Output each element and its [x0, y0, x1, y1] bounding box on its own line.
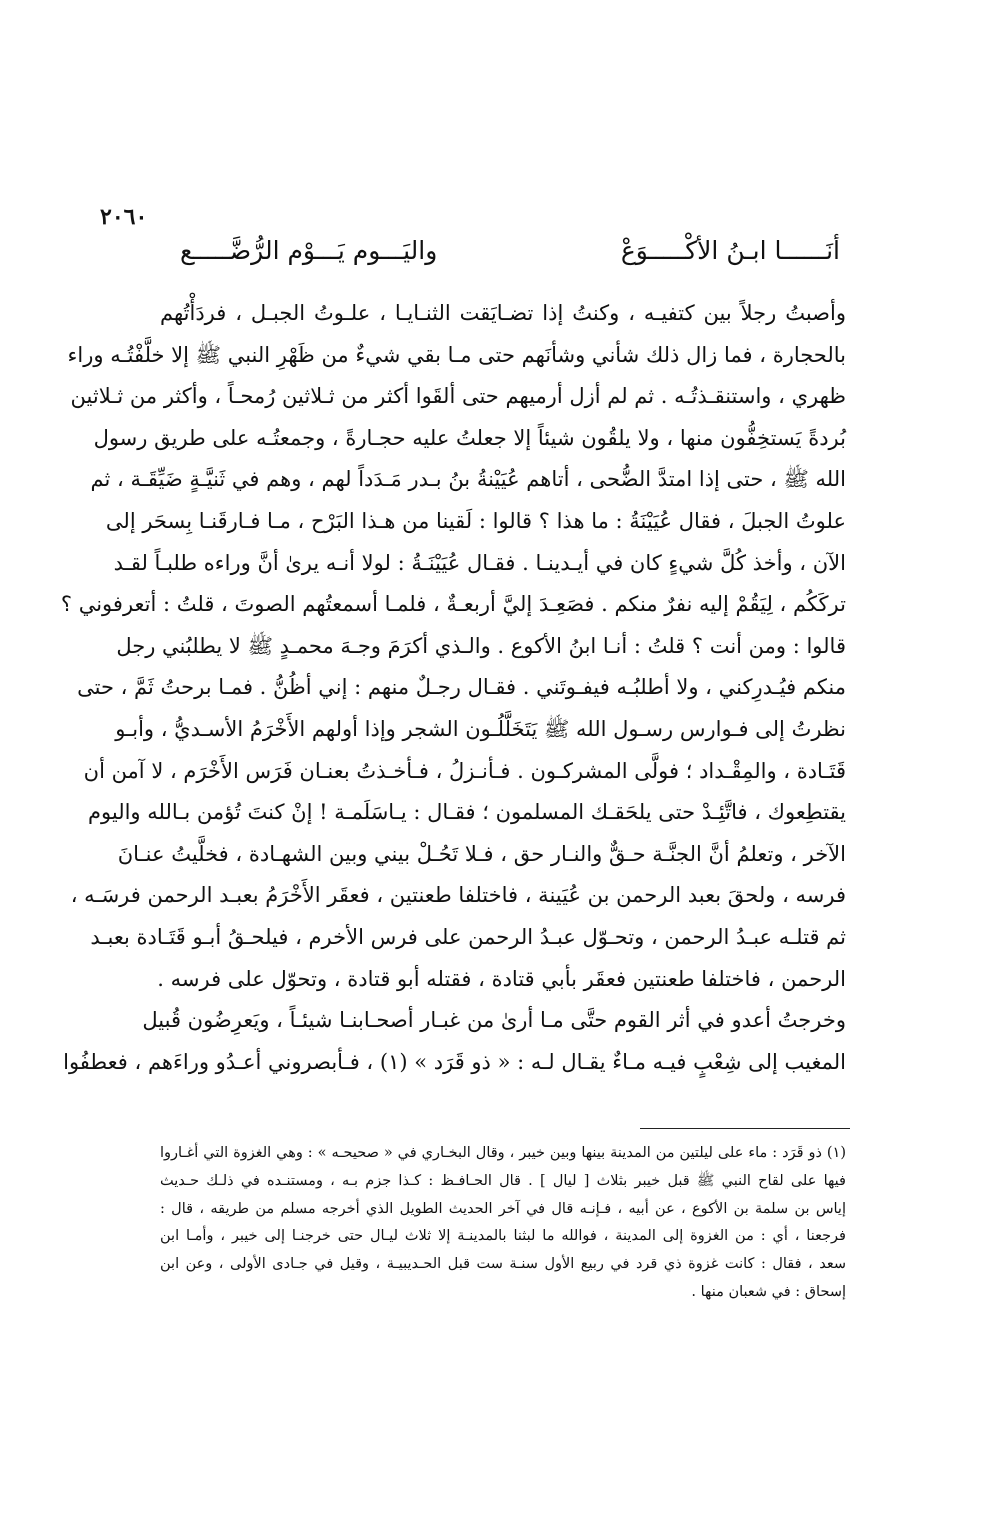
verse-first-hemistich: أنَــــــا ابـنُ الأكْـــــوَعْ [620, 236, 840, 265]
text-line: الله ﷺ ، حتى إذا امتدَّ الضُّحى ، أتاهم عُيَيْنةُ بنُ بـدر مَـدَداً لهم ، وهم في ثَنيَّـةٍ ضَيِّقَـة ، ثم [90, 467, 846, 492]
text-line: ثم قتلـه عبـدُ الرحمن ، وتحـوّل عبـدُ الرحمن على فرس الأخرم ، فيلحـقُ أبـو قَتَـادة بعبـد [90, 924, 846, 949]
text-line: الرحمن ، فاختلفا طعنتين فعقَر بأبي قتادة ، فقتله أبو قتادة ، وتحوّل على فرسه . [157, 966, 846, 991]
text-line: الآخر ، وتعلمُ أنَّ الجنَّـة حـقٌّ والنـار حق ، فـلا تَحُـلْ بيني وبين الشهـادة ، فخلَّيتُ عنـانَ [117, 841, 846, 866]
footnote-line: فيها على لقاح النبي ﷺ قبل خيبر بثلاث [ ليال ] . قال الحـافـظ : كـذا جزم بـه ، ومستنـده في ذلـك حـديث [160, 1172, 846, 1189]
text-line: تركَكُم ، لِيَقُمْ إليه نفرٌ منكم . فصَعِـدَ إليَّ أربعـةٌ ، فلمـا أسمعتُهم الصوتَ ، قلتُ : أتعرفوني ؟ [60, 592, 846, 617]
text-line: المغيب إلى شِعْبٍ فيـه مـاءٌ يقـال لـه : « ذو قَرَد » (١) ، فـأبصروني أعـدُو وراءَهم ، فعطفُوا [63, 1049, 846, 1074]
text-line: بالحجارة ، فما زال ذلك شأني وشأنَهم حتى مـا بقي شيءٌ من ظَهْرِ النبي ﷺ إلا خلَّفْتُـه وراء [67, 342, 846, 367]
footnote-divider [640, 1128, 850, 1129]
footnote-line: فرجعنا ، أي : من الغزوة إلى المدينة ، فوالله ما لبثنا بالمدينـة إلا ثلاث ليـال حتى خرجنـا إلى خيبر ، وأمـا ابن [160, 1228, 846, 1245]
text-line: وأصبتُ رجلاً بين كتفيـه ، وكنتُ إذا تضـايَقت الثنـايـا ، علـوتُ الجبـل ، فردَأْتُهم [160, 301, 846, 325]
footnote-line: سعد ، فقال : كانت غزوة ذي قرد في ربيع الأول سنـة ست قبل الحـديبيـة ، وقيل في جـادى الأولى ، وعن ابن [160, 1256, 846, 1273]
text-line: الآن ، وأخذ كُلَّ شيءٍ كان في أيـدينـا . فقـال عُيَيْنَـةُ : لولا أنـه يرىٰ أنَّ وراءه طلبـاً لقـد [113, 550, 846, 575]
text-line: وخرجتُ أعدو في أثر القوم حتَّى مـا أرىٰ من غبـار أصحـابنـا شيئـاً ، ويَعرِضُون قُبيل [142, 1008, 846, 1033]
text-line: ظهري ، واستنقـذتُـه . ثم لم أزل أرميهم حتى ألقَوا أكثر من ثـلاثين رُمحـاً ، وأكثر من ثـلاثين [70, 384, 846, 409]
footnote-line: إسحاق : في شعبان منها . [691, 1283, 846, 1300]
poetry-verse [180, 232, 840, 276]
verse-second-hemistich: واليَـــوم يَـــوْم الرُّضَّـــــع [180, 236, 438, 265]
footnote-line: إياس بن سلمة بن الأكوع ، عن أبيه ، فـإنـه قال في آخر الحديث الطويل الذي أخرجه مسلم من طريقه ، قال : [160, 1200, 846, 1217]
main-text [60, 293, 846, 1083]
footnote-line: (١) ذو قَرَد : ماء على ليلتين من المدينة بينها وبين خيبر ، وقال البخـاري في « صحيحـه » : وهي الغزوة التي أغـاروا [160, 1145, 846, 1161]
text-line: نظرتُ إلى فـوارس رسـول الله ﷺ يَتَخَلَّلُـون الشجر وإذا أولهم الأَخْرَمُ الأسـديُّ ، وأبـو [115, 716, 846, 741]
text-line: منكم فيُـدرِكني ، ولا أطلبُـه فيفـوتَني . فقـال رجـلٌ منهم : إني أظُنُّ . فمـا برحتُ ثَمَّ ، حتى [77, 675, 846, 700]
page-number: ٢٠٦٠ [100, 204, 148, 230]
text-line: قَتَـادة ، والمِقْـداد ؛ فولَّى المشركـون . فـأنـزلُ ، فـأخـذتُ بعنـان فَرَس الأَخْرَم ، لا آمن أن [83, 758, 846, 783]
text-line: فرسه ، ولحقَ بعبد الرحمن بن عُيَينة ، فاختلفا طعنتين ، فعقَر الأَخْرَمُ بعبـد الرحمن فرسَـه ، [70, 883, 846, 908]
text-line: بُردةً يَستخِفُّون منها ، ولا يلقُون شيئاً إلا جعلتُ عليه حجـارةً ، وجمعتُـه على طريق رسول [93, 425, 846, 450]
footnotes [160, 1140, 846, 1307]
text-line: علوتُ الجبلَ ، فقال عُيَيْنَةُ : ما هذا ؟ قالوا : لَقينا من هـذا البَرْح ، مـا فـارقَنـا بِسحَر إلى [105, 508, 846, 533]
text-line: يقتطِعوك ، فاتَّئِـدْ حتى يلحَقـك المسلمون ؛ فقـال : يـاسَلَمـة ! إنْ كنتَ تُؤمن بـالله واليوم [88, 800, 846, 825]
text-line: قالوا : ومن أنت ؟ قلتُ : أنـا ابنُ الأكوع . والـذي أكرَمَ وجـهَ محمـدٍ ﷺ لا يطلبُني رجل [116, 633, 846, 658]
